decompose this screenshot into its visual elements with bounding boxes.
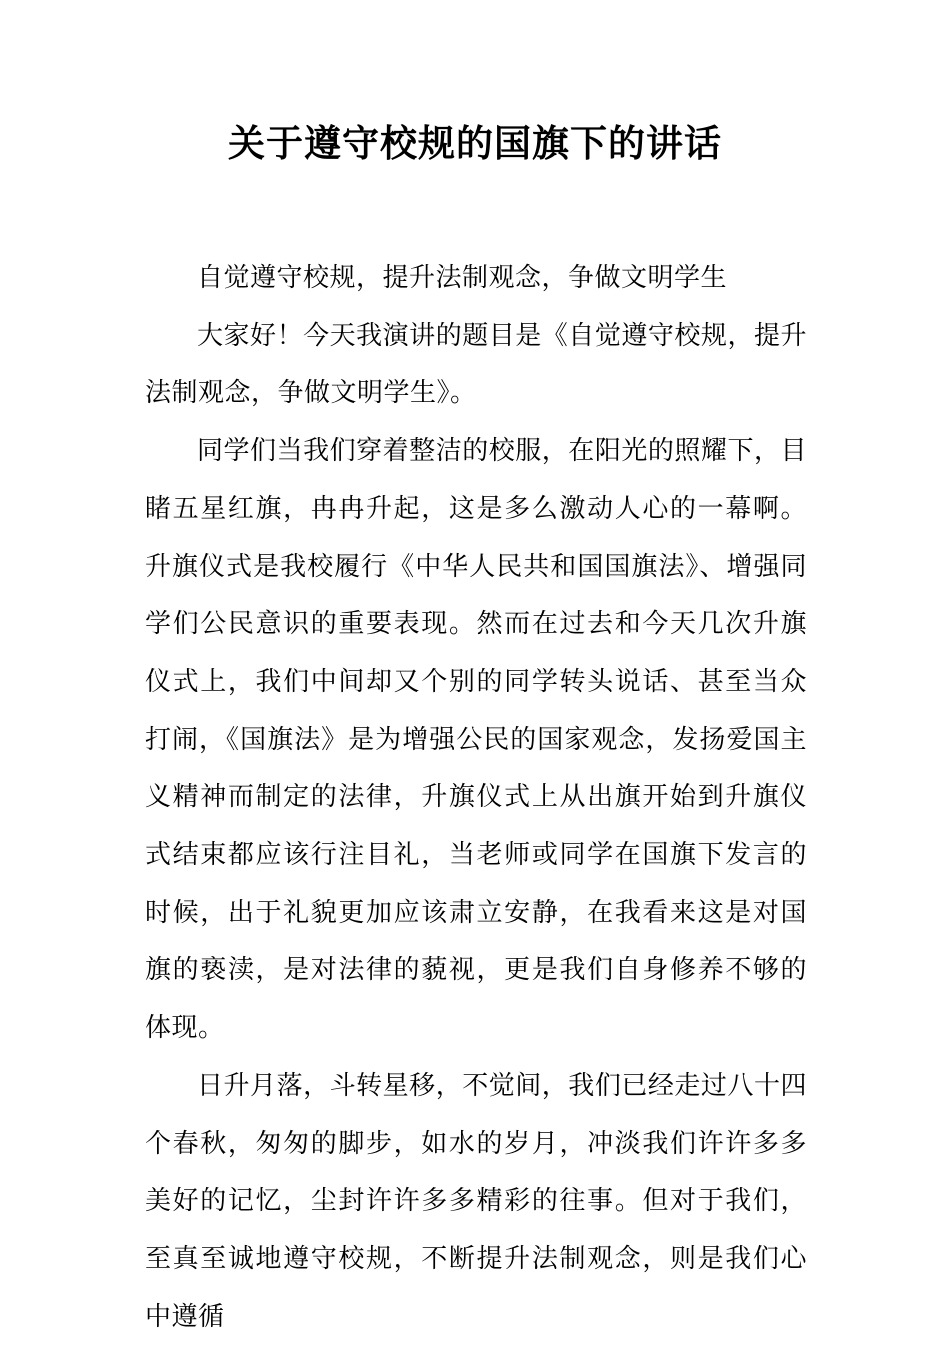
paragraph-subtitle: 自觉遵守校规，提升法制观念，争做文明学生 — [197, 263, 728, 293]
document-body — [145, 250, 807, 1346]
paragraph-time-passing: 日升月落，斗转星移，不觉间，我们已经走过八十四个春秋，匆匆的脚步，如水的岁月，冲淡我们许许多多美好的记忆，尘封许许多多精彩的往事。但对于我们，至真至诚地遵守校规，不断提升法制观念，则是我们心中遵循 — [145, 1070, 807, 1332]
paragraph-greeting: 大家好！今天我演讲的题目是《自觉遵守校规，提升法制观念，争做文明学生》。 — [145, 320, 807, 409]
paragraph-flag-ceremony: 同学们当我们穿着整洁的校服，在阳光的照耀下，目睹五星红旗，冉冉升起，这是多么激动人心的一幕啊。升旗仪式是我校履行《中华人民共和国国旗法》、增强同学们公民意识的重要表现。然而在过去和今天几次升旗仪式上，我们中间却又个别的同学转头说话、甚至当众打闹，《国旗法》是为增强公民的国家观念，发扬爱国主义精神而制定的法律，升旗仪式上从出旗开始到升旗仪式结束都应该行注目礼，当老师或同学在国旗下发言的时候，出于礼貌更加应该肃立安静，在我看来这是对国旗的亵渎，是对法律的藐视，更是我们自身修养不够的体现。 — [145, 436, 807, 1044]
document-title: 关于遵守校规的国旗下的讲话 — [228, 122, 722, 165]
